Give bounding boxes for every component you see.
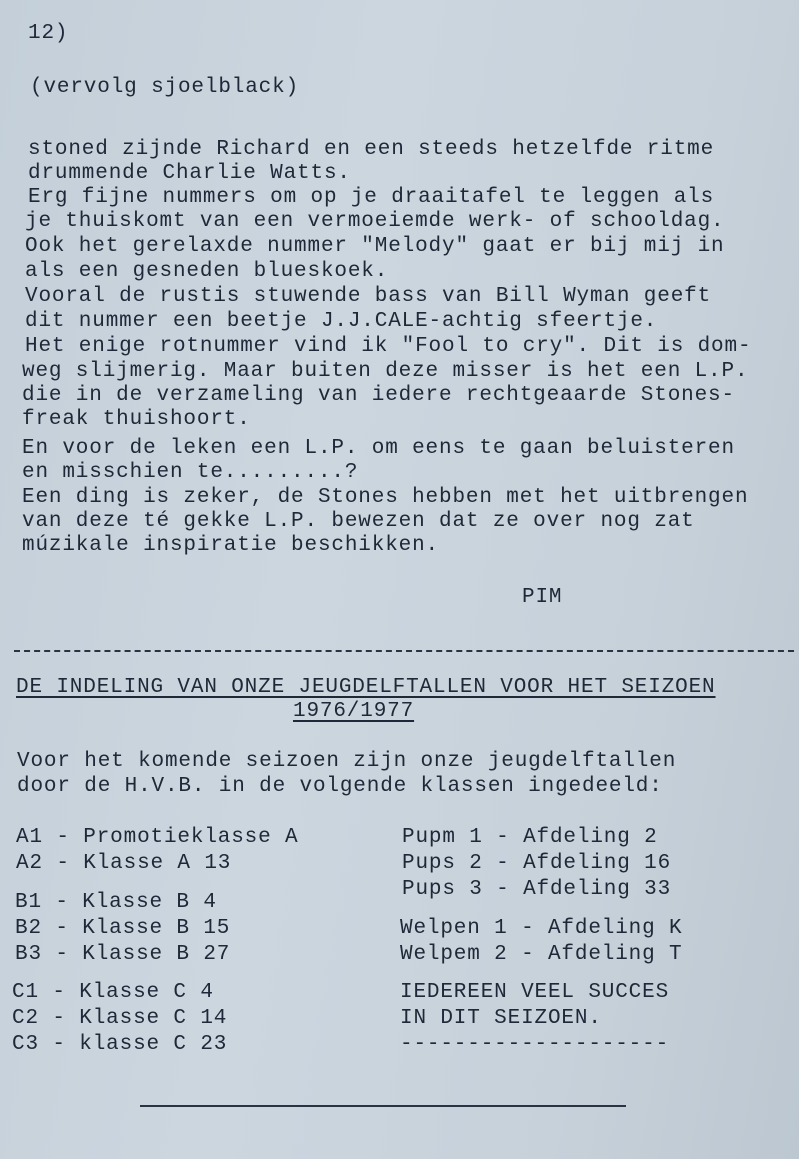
bottom-rule xyxy=(140,1105,626,1107)
closing-message: IEDEREEN VEEL SUCCES xyxy=(400,981,670,1004)
article-line: je thuiskomt van een vermoeiemde werk- of schooldag. xyxy=(25,210,725,233)
article-line: van deze té gekke L.P. bewezen dat ze over nog zat xyxy=(22,510,695,533)
team-row: Pupm 1 - Afdeling 2 xyxy=(402,826,658,849)
team-row: C2 - Klasse C 14 xyxy=(12,1007,228,1030)
section-season: 1976/1977 xyxy=(293,700,415,723)
article-line: Een ding is zeker, de Stones hebben met het uitbrengen xyxy=(22,486,749,509)
team-row: C1 - Klasse C 4 xyxy=(12,981,214,1004)
article-line: freak thuishoort. xyxy=(22,408,251,431)
team-row: Welpem 2 - Afdeling T xyxy=(400,943,683,966)
team-row: Pups 2 - Afdeling 16 xyxy=(402,852,672,875)
team-row: A2 - Klasse A 13 xyxy=(16,852,232,875)
signature: PIM xyxy=(522,586,563,609)
divider-dashed xyxy=(14,650,794,652)
continuation-note: (vervolg sjoelblack) xyxy=(30,76,300,99)
article-line: die in de verzameling van iedere rechtgeaarde Stones- xyxy=(22,384,735,407)
intro-line: door de H.V.B. in de volgende klassen ingedeeld: xyxy=(17,775,663,798)
article-line: Erg fijne nummers om op je draaitafel te leggen als xyxy=(28,186,715,209)
article-line: stoned zijnde Richard en een steeds hetzelfde ritme xyxy=(28,138,715,161)
article-line: Het enige rotnummer vind ik "Fool to cry". Dit is dom- xyxy=(25,335,752,358)
closing-message: IN DIT SEIZOEN. xyxy=(400,1007,602,1030)
article-line: en misschien te.........? xyxy=(22,461,359,484)
team-row: B1 - Klasse B 4 xyxy=(15,891,217,914)
section-title: DE INDELING VAN ONZE JEUGDELFTALLEN VOOR HET SEIZOEN xyxy=(16,676,716,699)
team-row: Pups 3 - Afdeling 33 xyxy=(402,878,672,901)
article-line: weg slijmerig. Maar buiten deze misser is het een L.P. xyxy=(22,360,749,383)
article-line: Vooral de rustis stuwende bass van Bill Wyman geeft xyxy=(25,285,712,308)
article-line: dit nummer een beetje J.J.CALE-achtig sfeertje. xyxy=(25,310,658,333)
closing-dashes: -------------------- xyxy=(400,1033,670,1056)
article-line: En voor de leken een L.P. om eens te gaan beluisteren xyxy=(22,437,735,460)
article-line: drummende Charlie Watts. xyxy=(28,162,351,185)
intro-line: Voor het komende seizoen zijn onze jeugdelftallen xyxy=(17,750,677,773)
team-row: A1 - Promotieklasse A xyxy=(16,826,299,849)
article-line: múzikale inspiratie beschikken. xyxy=(22,534,440,557)
team-row: B3 - Klasse B 27 xyxy=(15,943,231,966)
article-line: Ook het gerelaxde nummer "Melody" gaat er bij mij in xyxy=(25,235,725,258)
team-row: C3 - klasse C 23 xyxy=(12,1033,228,1056)
team-row: B2 - Klasse B 15 xyxy=(15,917,231,940)
article-line: als een gesneden blueskoek. xyxy=(25,260,389,283)
page-number: 12) xyxy=(28,22,69,45)
team-row: Welpen 1 - Afdeling K xyxy=(400,917,683,940)
